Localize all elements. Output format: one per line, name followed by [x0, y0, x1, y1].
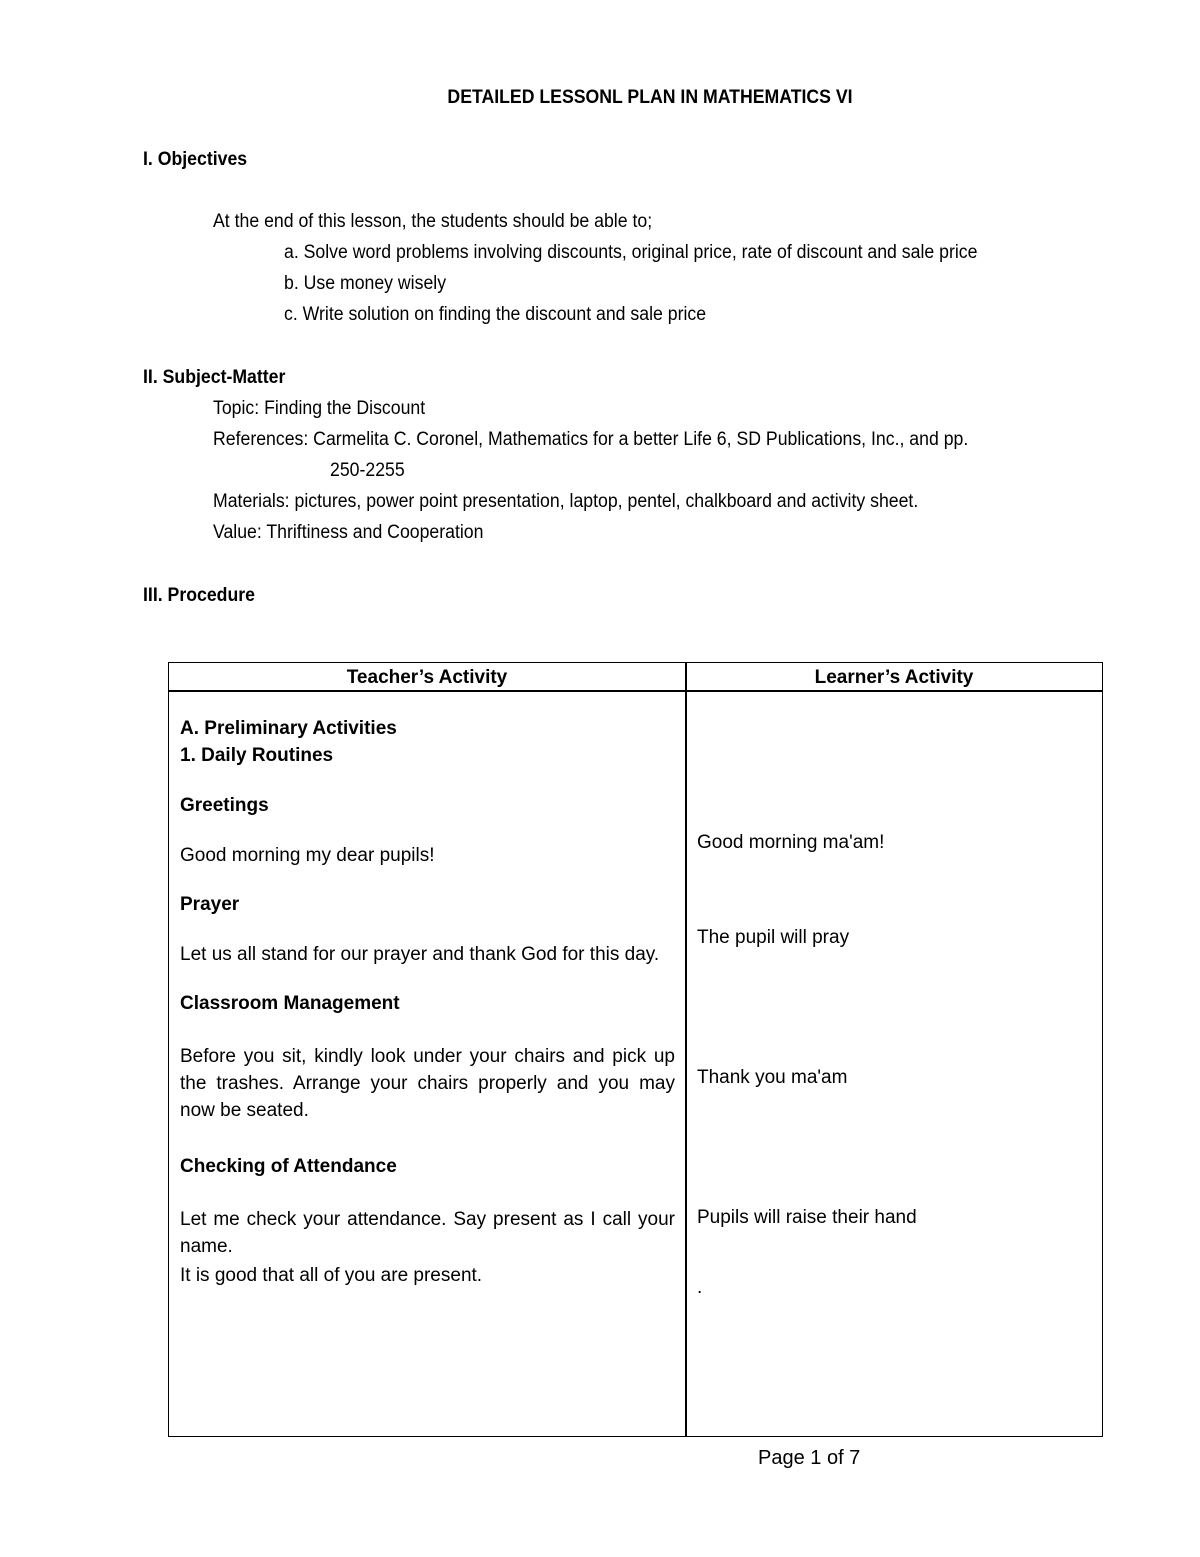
prayer-heading: Prayer — [180, 894, 240, 915]
references-line: References: Carmelita C. Coronel, Mathematics for a better Life 6, SD Publications, Inc., and pp. — [213, 429, 969, 450]
attendance-text-2: It is good that all of you are present. — [180, 1265, 483, 1286]
references-pages: 250-2255 — [330, 460, 405, 481]
procedure-heading: III. Procedure — [143, 585, 255, 606]
topic-line: Topic: Finding the Discount — [213, 398, 426, 419]
objectives-heading: I. Objectives — [143, 149, 248, 170]
learner-prayer-response: The pupil will pray — [697, 927, 850, 948]
learner-greetings-response: Good morning ma'am! — [697, 832, 885, 853]
classroom-management-heading: Classroom Management — [180, 993, 400, 1014]
classroom-management-text: Before you sit, kindly look under your chairs and pick up the trashes. Arrange your chairs properly and you may now be seated. — [180, 1046, 675, 1121]
learner-activity-header: Learner’s Activity — [814, 667, 974, 688]
teacher-activity-header: Teacher’s Activity — [346, 667, 508, 688]
attendance-heading: Checking of Attendance — [180, 1156, 397, 1177]
objective-item-c: c. Write solution on finding the discount and sale price — [284, 304, 707, 325]
procedure-table — [168, 662, 1103, 1437]
learner-attendance-response: Pupils will raise their hand — [697, 1207, 917, 1228]
preliminary-activities-heading: A. Preliminary Activities — [180, 718, 397, 739]
objective-item-b: b. Use money wisely — [284, 273, 447, 294]
attendance-text: Let me check your attendance. Say present as I call your name. — [180, 1209, 675, 1257]
page-number: Page 1 of 7 — [758, 1447, 861, 1469]
document-title: DETAILED LESSONL PLAN IN MATHEMATICS VI — [447, 87, 853, 108]
greetings-heading: Greetings — [180, 795, 269, 816]
objective-item-a: a. Solve word problems involving discounts, original price, rate of discount and sale price — [284, 242, 978, 263]
header-rule — [169, 690, 1102, 692]
prayer-text: Let us all stand for our prayer and thank God for this day. — [180, 944, 660, 965]
value-line: Value: Thriftiness and Cooperation — [213, 522, 484, 543]
materials-line: Materials: pictures, power point presentation, laptop, pentel, chalkboard and activity sheet. — [213, 491, 919, 512]
objectives-intro: At the end of this lesson, the students should be able to; — [213, 211, 653, 232]
learner-dot: . — [697, 1277, 703, 1298]
daily-routines-heading: 1. Daily Routines — [180, 745, 334, 766]
learner-classroom-response: Thank you ma'am — [697, 1067, 848, 1088]
subject-matter-heading: II. Subject-Matter — [143, 367, 286, 388]
column-divider — [685, 663, 687, 1436]
greetings-text: Good morning my dear pupils! — [180, 845, 435, 866]
